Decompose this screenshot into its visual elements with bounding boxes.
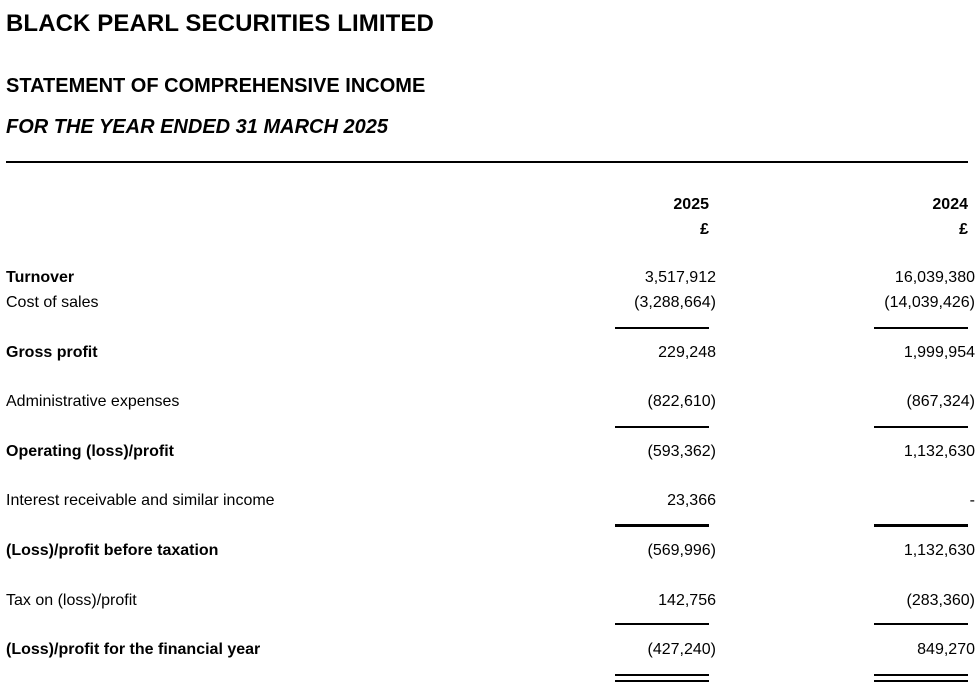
value-2025: 3,517,912 (644, 269, 716, 286)
row-profit-for-year (0, 641, 979, 665)
currency-2025: £ (700, 221, 709, 238)
row-label: Gross profit (6, 344, 98, 361)
subtotal-rule-2024 (874, 623, 968, 625)
column-header-2025: 2025 (673, 196, 709, 213)
header-divider (6, 161, 968, 163)
row-label: Tax on (loss)/profit (6, 592, 137, 609)
subtotal-rule-2024 (874, 327, 968, 329)
subtotal-rule-2025 (615, 623, 709, 625)
value-2025: (3,288,664) (634, 294, 716, 311)
value-2025: (427,240) (647, 641, 716, 658)
row-label: Interest receivable and similar income (6, 492, 275, 509)
value-2024: (867,324) (906, 393, 975, 410)
row-label: Operating (loss)/profit (6, 443, 174, 460)
value-2024: 1,999,954 (903, 344, 975, 361)
value-2024: 849,270 (917, 641, 975, 658)
subtotal-rule-2024 (874, 524, 968, 527)
company-name: BLACK PEARL SECURITIES LIMITED (6, 10, 434, 37)
row-cost-of-sales (0, 294, 979, 318)
value-2025: (593,362) (647, 443, 716, 460)
statement-title: STATEMENT OF COMPREHENSIVE INCOME (6, 75, 426, 97)
row-label: Turnover (6, 269, 75, 286)
row-interest-receivable (0, 492, 979, 516)
value-2024: 1,132,630 (903, 542, 975, 559)
row-operating-profit (0, 443, 979, 467)
value-2024: 16,039,380 (894, 269, 975, 286)
row-label: Administrative expenses (6, 393, 180, 410)
row-profit-before-tax (0, 542, 979, 566)
period-subtitle: FOR THE YEAR ENDED 31 MARCH 2025 (6, 116, 388, 138)
row-label: Cost of sales (6, 294, 99, 311)
row-label: (Loss)/profit before taxation (6, 542, 219, 559)
row-label: (Loss)/profit for the financial year (6, 641, 261, 658)
subtotal-rule-2025 (615, 327, 709, 329)
value-2025: (569,996) (647, 542, 716, 559)
subtotal-rule-2024 (874, 426, 968, 428)
value-2024: 1,132,630 (903, 443, 975, 460)
value-2024: - (969, 492, 975, 509)
total-double-rule-2024 (874, 674, 968, 682)
column-header-2024: 2024 (932, 196, 968, 213)
subtotal-rule-2025 (615, 524, 709, 527)
value-2024: (283,360) (906, 592, 975, 609)
row-turnover (0, 269, 979, 293)
subtotal-rule-2025 (615, 426, 709, 428)
row-administrative-expenses (0, 393, 979, 417)
value-2025: 142,756 (658, 592, 716, 609)
row-tax (0, 592, 979, 616)
value-2025: (822,610) (647, 393, 716, 410)
row-gross-profit (0, 344, 979, 368)
value-2024: (14,039,426) (884, 294, 975, 311)
total-double-rule-2025 (615, 674, 709, 682)
value-2025: 23,366 (667, 492, 716, 509)
value-2025: 229,248 (658, 344, 716, 361)
currency-2024: £ (959, 221, 968, 238)
